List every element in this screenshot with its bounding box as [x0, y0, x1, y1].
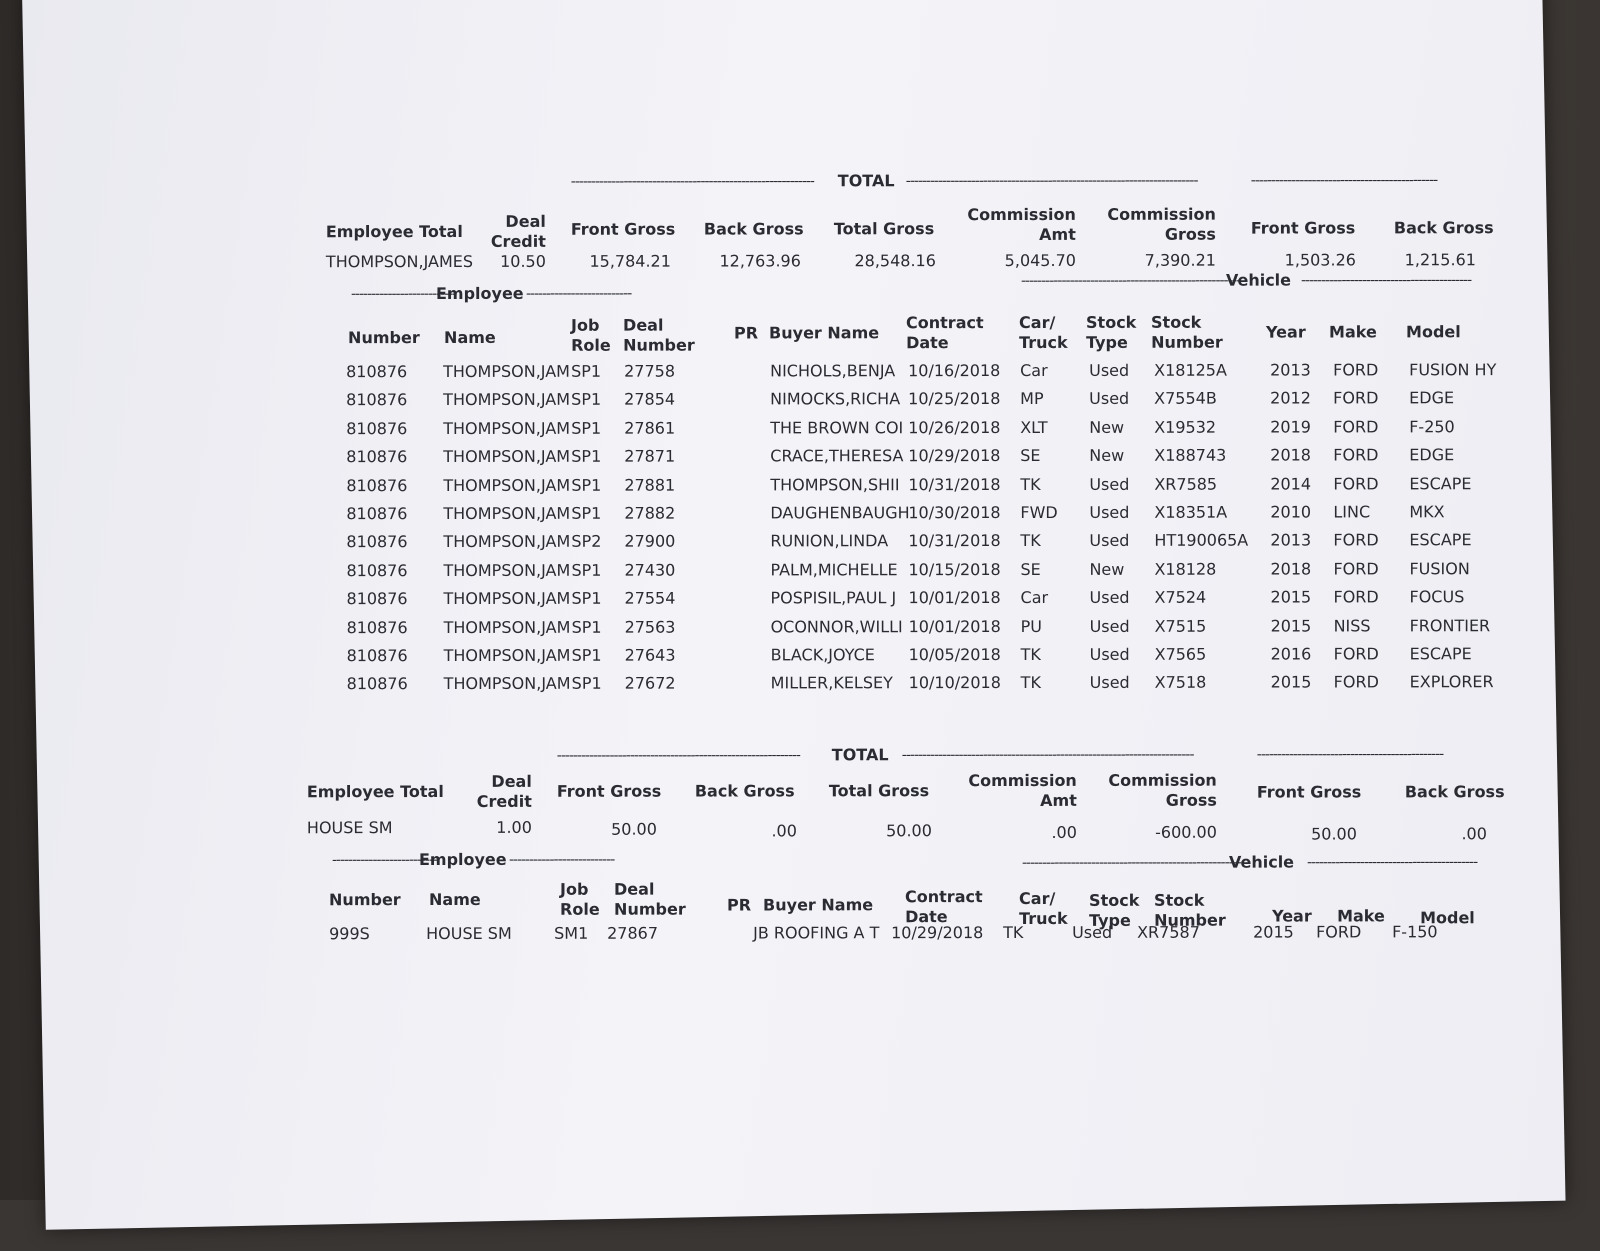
summary-back-gross-2-s2: .00: [1461, 824, 1487, 844]
cell-job-role: SP1: [571, 475, 602, 495]
table-row: [26, 587, 1546, 614]
header-total-gross-s2: Total Gross: [828, 781, 930, 801]
vehicle-rule-right: ------------------------------------------: [1300, 272, 1472, 289]
cell-employee-name: THOMPSON,JAM: [443, 560, 571, 580]
cell-contract-date: 10/16/2018: [908, 361, 1001, 381]
col-year: Year: [1266, 322, 1306, 342]
cell-contract-date: 10/31/2018: [908, 474, 1001, 494]
cell-job-role: SP1: [571, 617, 602, 637]
cell-make: FORD: [1333, 473, 1379, 494]
report-content: [25, 0, 1547, 1225]
col-deal-number-2: Number: [623, 335, 695, 355]
cell-deal-number: 27900: [624, 531, 676, 552]
cell-deal-number: 27672: [624, 673, 676, 694]
cell-employee-number: 810876: [346, 674, 408, 694]
vehicle-separator-label: Vehicle: [1225, 270, 1292, 290]
cell-car-truck: TK: [1020, 474, 1041, 494]
cell-year: 2012: [1270, 388, 1311, 408]
summary-total-gross-s2: 50.00: [886, 821, 932, 841]
cell-stock-type: New: [1089, 417, 1125, 437]
col-car-truck-2-2: Truck: [1019, 908, 1068, 928]
total-rule-right: ------------------------------------------------------------------------: [905, 172, 1198, 190]
table-row: [26, 559, 1546, 586]
cell-model: FUSION: [1409, 559, 1470, 579]
col-pr-2: PR: [727, 895, 752, 915]
col-number: Number: [348, 328, 420, 348]
cell-contract-date: 10/15/2018: [908, 559, 1001, 579]
header-employee-total-2: Employee Total: [306, 781, 444, 802]
cell-model: EDGE: [1409, 445, 1455, 465]
header-front-gross-2-s2: Front Gross: [1256, 782, 1362, 802]
cell-buyer-name: THOMPSON,SHII: [770, 474, 900, 495]
employee-separator-label-2: Employee: [418, 849, 507, 870]
col-stock-type-1: Stock: [1086, 312, 1137, 332]
col-pr: PR: [734, 323, 759, 343]
cell-deal-number: 27430: [624, 560, 676, 580]
cell-employee-name: THOMPSON,JAM: [443, 475, 571, 495]
summary-commission-amt-s2: .00: [1051, 822, 1077, 842]
total-rule-right-2: ------------------------------------------------------------------------: [901, 746, 1194, 764]
cell-employee-number: 810876: [346, 418, 408, 438]
total-separator-label-2: TOTAL: [831, 745, 889, 765]
cell-contract-date: 10/29/2018: [891, 923, 984, 943]
cell-deal-number: 27854: [624, 389, 676, 410]
cell-employee-number: 810876: [346, 362, 408, 382]
col-contract-date-1: Contract: [906, 313, 984, 333]
cell-stock-type: Used: [1072, 922, 1113, 942]
cell-employee-number: 810876: [346, 504, 408, 524]
summary-total-gross: 28,548.16: [854, 251, 936, 271]
summary-front-gross: 15,784.21: [589, 251, 671, 271]
cell-employee-number: 810876: [346, 617, 408, 637]
cell-year: 2018: [1270, 559, 1312, 579]
cell-model: ESCAPE: [1409, 530, 1472, 550]
cell-stock-type: New: [1089, 445, 1125, 466]
col-deal-number-2-2: Number: [614, 899, 686, 919]
table-row: [27, 672, 1547, 699]
cell-year: 2016: [1270, 644, 1312, 664]
cell-contract-date: 10/01/2018: [908, 588, 1001, 608]
col-name: Name: [444, 327, 496, 347]
summary-front-gross-2-s2: 50.00: [1311, 824, 1357, 844]
header-back-gross-2: Back Gross: [1393, 218, 1494, 238]
cell-employee-number: 810876: [346, 447, 408, 467]
cell-stock-type: Used: [1089, 587, 1130, 608]
header-back-gross-2-s2: Back Gross: [1404, 782, 1505, 802]
cell-car-truck: SE: [1020, 446, 1041, 466]
table-row: [26, 360, 1546, 387]
cell-car-truck: MP: [1020, 389, 1044, 409]
summary-back-gross-2: 1,215.61: [1404, 250, 1476, 270]
summary-front-gross-2: 1,503.26: [1284, 250, 1356, 270]
cell-deal-number: 27563: [624, 617, 676, 637]
cell-buyer-name: MILLER,KELSEY: [770, 673, 893, 693]
cell-stock-type: Used: [1089, 502, 1130, 522]
header-front-gross-s2: Front Gross: [556, 781, 662, 801]
cell-stock-type: Used: [1089, 389, 1130, 409]
cell-employee-name: THOMPSON,JAM: [443, 446, 571, 467]
cell-job-role: SP2: [571, 532, 602, 552]
cell-make: FORD: [1333, 445, 1379, 465]
cell-contract-date: 10/25/2018: [908, 389, 1001, 409]
header-deal-credit-2: Credit: [490, 231, 546, 251]
header-back-gross-s2: Back Gross: [694, 781, 795, 801]
cell-year: 2015: [1270, 587, 1312, 607]
col-stock-type-2-2: Type: [1089, 910, 1131, 930]
cell-employee-name: THOMPSON,JAM: [443, 418, 571, 438]
cell-stock-number: X18125A: [1154, 360, 1227, 380]
header-deal-credit-2-2: Credit: [476, 791, 532, 811]
cell-stock-number: HT190065A: [1154, 530, 1249, 551]
header-total-gross: Total Gross: [833, 219, 935, 239]
table-row: [26, 474, 1546, 501]
cell-contract-date: 10/29/2018: [908, 446, 1001, 466]
cell-employee-name: THOMPSON,JAM: [443, 532, 571, 552]
cell-deal-number: 27861: [624, 418, 676, 438]
employee-rule-right: --------------------------: [525, 285, 632, 302]
summary-commission-amt: 5,045.70: [1004, 250, 1076, 271]
cell-year: 2010: [1270, 502, 1312, 522]
cell-stock-type: Used: [1089, 531, 1130, 551]
cell-stock-type: Used: [1089, 360, 1130, 380]
header-employee-total: Employee Total: [325, 221, 463, 242]
cell-year: 2015: [1270, 616, 1312, 636]
cell-year: 2014: [1270, 474, 1312, 494]
col-car-truck-1: Car/: [1019, 312, 1056, 332]
cell-contract-date: 10/10/2018: [908, 673, 1001, 693]
col-car-truck-2: Truck: [1019, 332, 1068, 352]
cell-car-truck: TK: [1020, 531, 1041, 551]
table-row: [27, 644, 1547, 671]
table-row: [26, 445, 1546, 472]
cell-stock-type: Used: [1089, 673, 1130, 693]
cell-employee-name: THOMPSON,JAM: [443, 503, 571, 523]
cell-employee-name: THOMPSON,JAM: [443, 674, 571, 694]
col-job-role-2-1: Job: [559, 879, 589, 899]
cell-stock-type: Used: [1089, 644, 1130, 664]
total-separator-label: TOTAL: [837, 171, 895, 191]
employee-separator-label: Employee: [435, 283, 524, 304]
header-commission-amt-2: Amt: [1039, 224, 1076, 244]
cell-stock-number: XR7587: [1137, 922, 1200, 942]
cell-stock-number: X7518: [1154, 673, 1207, 693]
cell-make: FORD: [1333, 644, 1379, 664]
cell-employee-number: 810876: [346, 646, 408, 666]
cell-buyer-name: NIMOCKS,RICHA: [770, 389, 901, 409]
cell-model: FRONTIER: [1409, 615, 1491, 635]
col-contract-date-2-1: Contract: [905, 887, 983, 907]
cell-car-truck: TK: [1020, 644, 1041, 664]
cell-year: 2013: [1270, 530, 1312, 550]
cell-year: 2013: [1270, 360, 1311, 380]
cell-car-truck: PU: [1020, 616, 1042, 636]
vehicle-separator-label-2: Vehicle: [1228, 852, 1295, 872]
summary-deal-credit: 10.50: [500, 251, 546, 271]
col-make: Make: [1329, 322, 1377, 342]
cell-stock-number: X18351A: [1154, 502, 1228, 522]
col-stock-type-2: Type: [1086, 332, 1128, 352]
printed-report-page: [22, 0, 1566, 1230]
cell-stock-type: Used: [1089, 616, 1130, 636]
cell-year: 2015: [1253, 922, 1294, 942]
cell-employee-name: HOUSE SM: [426, 923, 512, 944]
header-front-gross-2: Front Gross: [1250, 218, 1356, 238]
cell-job-role: SP1: [571, 390, 602, 410]
employee-rule-left-2: --------------------------: [331, 852, 438, 869]
cell-job-role: SP1: [571, 418, 602, 438]
header-commission-gross-1: Commission: [1107, 204, 1216, 224]
header-front-gross: Front Gross: [570, 219, 676, 239]
cell-stock-number: X7524: [1154, 587, 1207, 607]
cell-buyer-name: POSPISIL,PAUL J: [770, 588, 897, 608]
cell-employee-number: 999S: [329, 924, 370, 944]
cell-job-role: SM1: [554, 923, 589, 943]
summary-commission-gross-s2: -600.00: [1155, 822, 1217, 842]
cell-contract-date: 10/01/2018: [908, 616, 1001, 636]
cell-employee-name: THOMPSON,JAM: [443, 361, 570, 381]
cell-car-truck: Car: [1020, 360, 1048, 380]
col-job-role-1: Job: [571, 315, 600, 335]
cell-make: FORD: [1333, 587, 1379, 607]
col-car-truck-2-1: Car/: [1019, 888, 1056, 908]
col-deal-number-1: Deal: [623, 315, 664, 335]
cell-make: FORD: [1333, 559, 1379, 579]
cell-contract-date: 10/31/2018: [908, 531, 1001, 551]
cell-make: FORD: [1333, 530, 1379, 550]
cell-make: FORD: [1333, 388, 1379, 408]
header-commission-gross-2: Gross: [1164, 224, 1216, 244]
cell-stock-type: Used: [1089, 474, 1130, 494]
cell-year: 2018: [1270, 445, 1311, 465]
table-row: [26, 502, 1546, 529]
header-commission-gross-s2-1: Commission: [1108, 770, 1217, 790]
cell-model: FOCUS: [1409, 587, 1465, 607]
cell-car-truck: TK: [1003, 922, 1024, 943]
header-back-gross: Back Gross: [703, 219, 804, 239]
cell-stock-number: X188743: [1154, 445, 1227, 465]
col-year-2: Year: [1272, 906, 1312, 926]
cell-job-role: SP1: [571, 560, 602, 580]
col-contract-date-2-2: Date: [905, 907, 948, 927]
cell-employee-number: 810876: [346, 589, 408, 609]
col-buyer-name-2: Buyer Name: [763, 895, 874, 915]
cell-car-truck: Car: [1020, 588, 1049, 608]
cell-stock-number: X18128: [1154, 559, 1217, 579]
col-name-2: Name: [429, 889, 481, 910]
vehicle-rule-right-2: ------------------------------------------: [1306, 854, 1478, 871]
header-commission-gross-s2-2: Gross: [1165, 790, 1217, 810]
col-number-2: Number: [329, 890, 401, 910]
cell-employee-number: 810876: [346, 560, 408, 580]
cell-make: NISS: [1333, 615, 1371, 636]
summary-front-gross-s2: 50.00: [611, 819, 657, 839]
cell-job-role: SP1: [571, 503, 602, 523]
header-commission-amt-s2-2: Amt: [1040, 790, 1077, 810]
cell-buyer-name: RUNION,LINDA: [770, 531, 889, 551]
cell-job-role: SP1: [571, 674, 602, 694]
cell-make: LINC: [1333, 502, 1371, 522]
summary-commission-gross: 7,390.21: [1144, 250, 1216, 270]
cell-contract-date: 10/30/2018: [908, 503, 1001, 523]
cell-employee-name: THOMPSON,JAM: [443, 617, 571, 637]
cell-deal-number: 27643: [624, 645, 676, 665]
cell-make: FORD: [1333, 672, 1379, 692]
cell-buyer-name: THE BROWN COI: [770, 417, 904, 438]
table-row: [26, 530, 1546, 557]
vehicle-rule-left-2: ------------------------------------------------------: [1021, 854, 1241, 871]
cell-deal-number: 27882: [624, 503, 676, 523]
cell-employee-name: THOMPSON,JAM: [443, 390, 571, 410]
cell-buyer-name: NICHOLS,BENJA: [770, 361, 896, 381]
col-stock-type-2-1: Stock: [1089, 890, 1140, 910]
cell-buyer-name: JB ROOFING A T: [753, 923, 880, 943]
cell-buyer-name: BLACK,JOYCE: [770, 645, 875, 665]
cell-model: ESCAPE: [1409, 473, 1472, 493]
summary-employee-name-2: HOUSE SM: [306, 818, 393, 838]
cell-job-role: SP1: [571, 361, 602, 381]
total-rule-extra: ----------------------------------------------: [1250, 172, 1438, 189]
cell-employee-number: 810876: [346, 532, 408, 552]
cell-deal-number: 27758: [624, 361, 676, 381]
col-stock-number-2: Number: [1151, 332, 1223, 352]
col-stock-number-2-2: Number: [1154, 910, 1226, 930]
vehicle-rule-left: ------------------------------------------------------: [1020, 272, 1240, 289]
table-row: [26, 388, 1546, 415]
cell-model: F-250: [1409, 417, 1455, 437]
cell-model: EXPLORER: [1409, 672, 1494, 692]
col-stock-number-2-1: Stock: [1154, 890, 1205, 910]
header-deal-credit-2-1: Deal: [491, 771, 532, 791]
summary-back-gross: 12,763.96: [719, 251, 801, 271]
col-contract-date-2: Date: [906, 333, 949, 353]
col-model: Model: [1406, 322, 1461, 342]
cell-job-role: SP1: [571, 588, 602, 608]
cell-buyer-name: DAUGHENBAUGH: [770, 503, 910, 523]
table-row: [27, 616, 1547, 643]
employee-rule-right-2: --------------------------: [508, 851, 615, 868]
cell-stock-number: X19532: [1154, 417, 1217, 437]
cell-stock-number: XR7585: [1154, 474, 1218, 494]
cell-deal-number: 27881: [624, 475, 676, 495]
cell-stock-number: X7565: [1154, 644, 1207, 664]
total-rule-extra-2: ----------------------------------------------: [1256, 746, 1444, 763]
cell-make: FORD: [1333, 417, 1379, 437]
cell-year: 2019: [1270, 417, 1311, 437]
col-deal-number-2-1: Deal: [613, 879, 655, 899]
cell-car-truck: TK: [1020, 673, 1041, 693]
cell-make: FORD: [1333, 360, 1379, 380]
cell-employee-number: 810876: [346, 390, 408, 410]
cell-model: MKX: [1409, 502, 1445, 522]
cell-make: FORD: [1316, 922, 1362, 942]
cell-employee-number: 810876: [346, 475, 408, 495]
table-row: [27, 922, 1547, 949]
total-rule-left: ------------------------------------------------------------: [570, 173, 814, 190]
cell-model: EDGE: [1409, 388, 1455, 408]
cell-stock-number: X7554B: [1154, 389, 1217, 409]
cell-buyer-name: PALM,MICHELLE: [770, 560, 898, 580]
cell-contract-date: 10/26/2018: [908, 417, 1001, 437]
cell-stock-number: X7515: [1154, 616, 1207, 636]
summary-employee-name: THOMPSON,JAMES: [325, 251, 474, 272]
cell-car-truck: SE: [1020, 559, 1041, 579]
cell-stock-type: New: [1089, 559, 1125, 579]
employee-rule-left: --------------------------: [350, 285, 457, 303]
cell-car-truck: FWD: [1020, 502, 1058, 522]
cell-employee-name: THOMPSON,JAM: [443, 645, 571, 665]
cell-deal-number: 27871: [624, 446, 676, 466]
cell-model: FUSION HY: [1409, 360, 1497, 380]
cell-year: 2015: [1270, 672, 1312, 692]
total-rule-left-2: ------------------------------------------------------------: [556, 747, 800, 764]
summary-back-gross-s2: .00: [771, 821, 797, 841]
cell-job-role: SP1: [571, 645, 602, 665]
cell-buyer-name: CRACE,THERESA: [770, 446, 904, 466]
table-row: [26, 417, 1546, 444]
cell-deal-number: 27554: [624, 588, 676, 608]
cell-job-role: SP1: [571, 446, 602, 466]
cell-buyer-name: OCONNOR,WILLI: [770, 616, 903, 637]
header-commission-amt-1: Commission: [967, 204, 1076, 225]
col-stock-number-1: Stock: [1151, 312, 1202, 332]
summary-deal-credit-2: 1.00: [496, 817, 532, 837]
cell-model: ESCAPE: [1409, 644, 1472, 664]
cell-model: F-150: [1392, 922, 1438, 942]
cell-deal-number: 27867: [607, 923, 659, 943]
col-model-2: Model: [1420, 908, 1475, 928]
cell-car-truck: XLT: [1020, 417, 1048, 437]
cell-contract-date: 10/05/2018: [908, 645, 1001, 665]
col-job-role-2-2: Role: [560, 899, 600, 919]
header-deal-credit-1: Deal: [505, 211, 546, 231]
col-make-2: Make: [1337, 906, 1385, 926]
col-buyer-name: Buyer Name: [769, 323, 880, 343]
col-job-role-2: Role: [571, 335, 611, 355]
header-commission-amt-s2-1: Commission: [968, 770, 1077, 791]
cell-employee-name: THOMPSON,JAM: [443, 588, 571, 609]
